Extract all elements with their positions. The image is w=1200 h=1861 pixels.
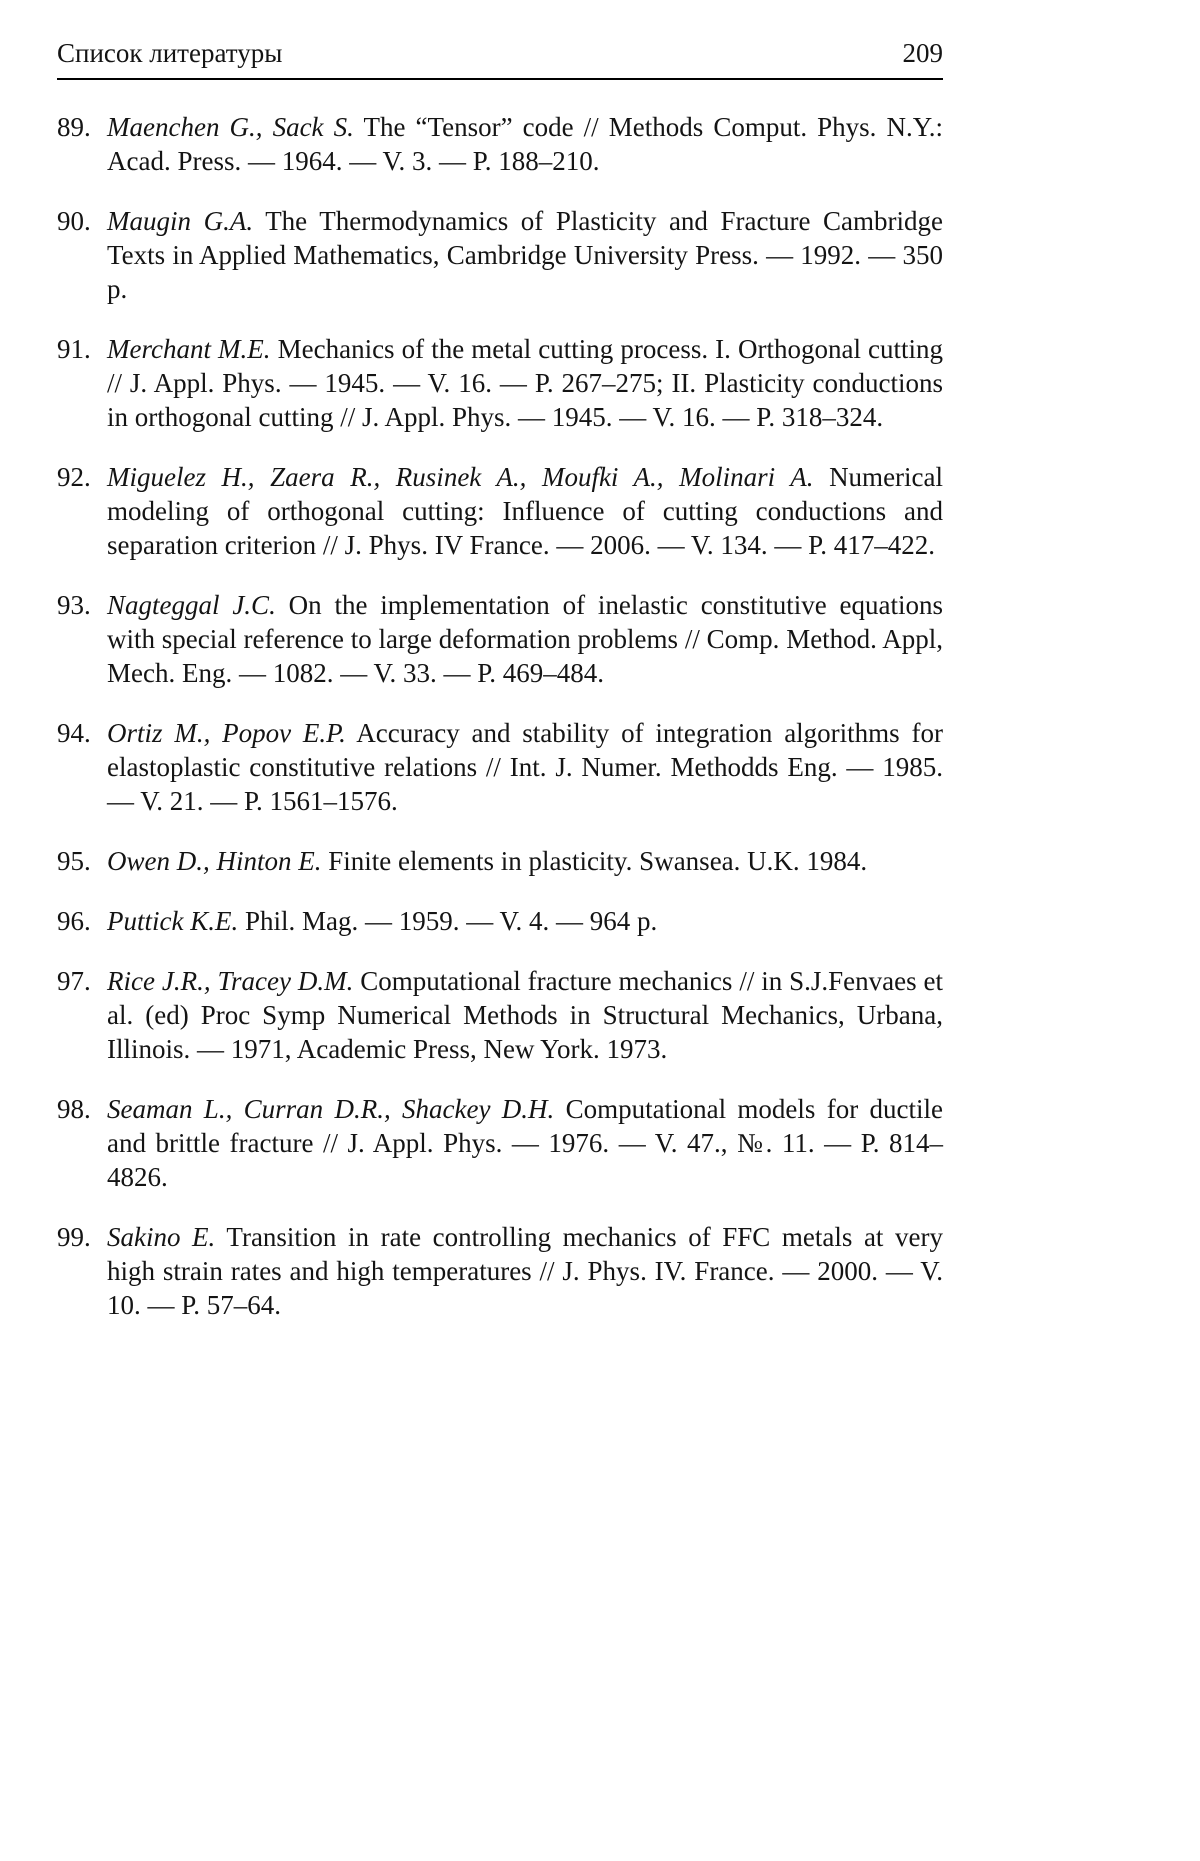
reference-authors: Merchant M.E.	[107, 334, 271, 364]
reference-number: 92.	[57, 462, 91, 492]
reference-number: 95.	[57, 846, 91, 876]
reference-text: Transition in rate controlling mechanics of FFC metals at very high strain rates and high temperatures // J. Phys. IV. France. — 2000. — V. 10. — P. 57–64.	[107, 1222, 943, 1320]
reference-authors: Seaman L., Curran D.R., Shackey D.H.	[107, 1094, 555, 1124]
reference-text: On the implementation of inelastic constitutive equations with special reference to large deformation problems // Comp. Method. Appl, Mech. Eng. — 1082. — V. 33. — P. 469–484.	[107, 590, 943, 688]
reference-text: Computational models for ductile and brittle fracture // J. Appl. Phys. — 1976. — V. 47., №. 11. — P. 814–4826.	[107, 1094, 944, 1192]
reference-entry	[57, 964, 943, 1066]
page-number: 209	[902, 38, 943, 68]
reference-text: Numerical modeling of orthogonal cutting: Influence of cutting conductions and separation criterion // J. Phys. IV France. — 2006. — V. 134. — P. 417–422.	[107, 462, 944, 560]
reference-entry	[57, 110, 943, 178]
reference-text: Accuracy and stability of integration algorithms for elastoplastic constitutive relations // Int. J. Numer. Methodds Eng. — 1985. — V. 21. — P. 1561–1576.	[107, 718, 943, 816]
reference-number: 99.	[57, 1222, 91, 1252]
reference-number: 94.	[57, 718, 91, 748]
reference-entry	[57, 588, 943, 690]
reference-entry	[57, 844, 943, 878]
reference-entry	[57, 204, 943, 306]
reference-number: 93.	[57, 590, 91, 620]
reference-entry	[57, 460, 943, 562]
reference-number: 98.	[57, 1094, 91, 1124]
running-header	[57, 38, 943, 80]
reference-text: Mechanics of the metal cutting process. I. Orthogonal cutting // J. Appl. Phys. — 1945. — V. 16. — P. 267–275; II. Plasticity conductions in orthogonal cutting // J. Appl. Phys. — 1945. — V. 16. — P. 318–324.	[107, 334, 944, 432]
reference-authors: Maugin G.A.	[107, 206, 254, 236]
reference-number: 90.	[57, 206, 91, 236]
reference-text: The “Tensor” code // Methods Comput. Phys. N.Y.: Acad. Press. — 1964. — V. 3. — P. 188–210.	[107, 112, 944, 176]
reference-authors: Sakino E.	[107, 1222, 216, 1252]
reference-entry	[57, 332, 943, 434]
reference-authors: Maenchen G., Sack S.	[107, 112, 354, 142]
reference-text: Phil. Mag. — 1959. — V. 4. — 964 p.	[244, 906, 658, 936]
reference-authors: Puttick K.E.	[107, 906, 239, 936]
reference-entry	[57, 904, 943, 938]
reference-number: 89.	[57, 112, 91, 142]
reference-authors: Nagteggal J.C.	[107, 590, 276, 620]
reference-entry	[57, 1092, 943, 1194]
running-title: Список литературы	[57, 38, 283, 68]
reference-authors: Ortiz M., Popov E.P.	[107, 718, 346, 748]
reference-entry	[57, 716, 943, 818]
reference-text: The Thermodynamics of Plasticity and Fracture Cambridge Texts in Applied Mathematics, Cambridge University Press. — 1992. — 350 p.	[107, 206, 944, 304]
reference-authors: Owen D., Hinton E.	[107, 846, 322, 876]
reference-text: Finite elements in plasticity. Swansea. U.K. 1984.	[328, 846, 868, 876]
reference-authors: Rice J.R., Tracey D.M.	[107, 966, 354, 996]
reference-number: 96.	[57, 906, 91, 936]
reference-list	[57, 110, 943, 1322]
reference-text: Computational fracture mechanics // in S.J.Fenvaes et al. (ed) Proc Symp Numerical Methods in Structural Mechanics, Urbana, Illinois. — 1971, Academic Press, New York. 1973.	[107, 966, 943, 1064]
reference-number: 91.	[57, 334, 91, 364]
reference-number: 97.	[57, 966, 91, 996]
reference-entry	[57, 1220, 943, 1322]
reference-authors: Miguelez H., Zaera R., Rusinek A., Moufki A., Molinari A.	[107, 462, 814, 492]
